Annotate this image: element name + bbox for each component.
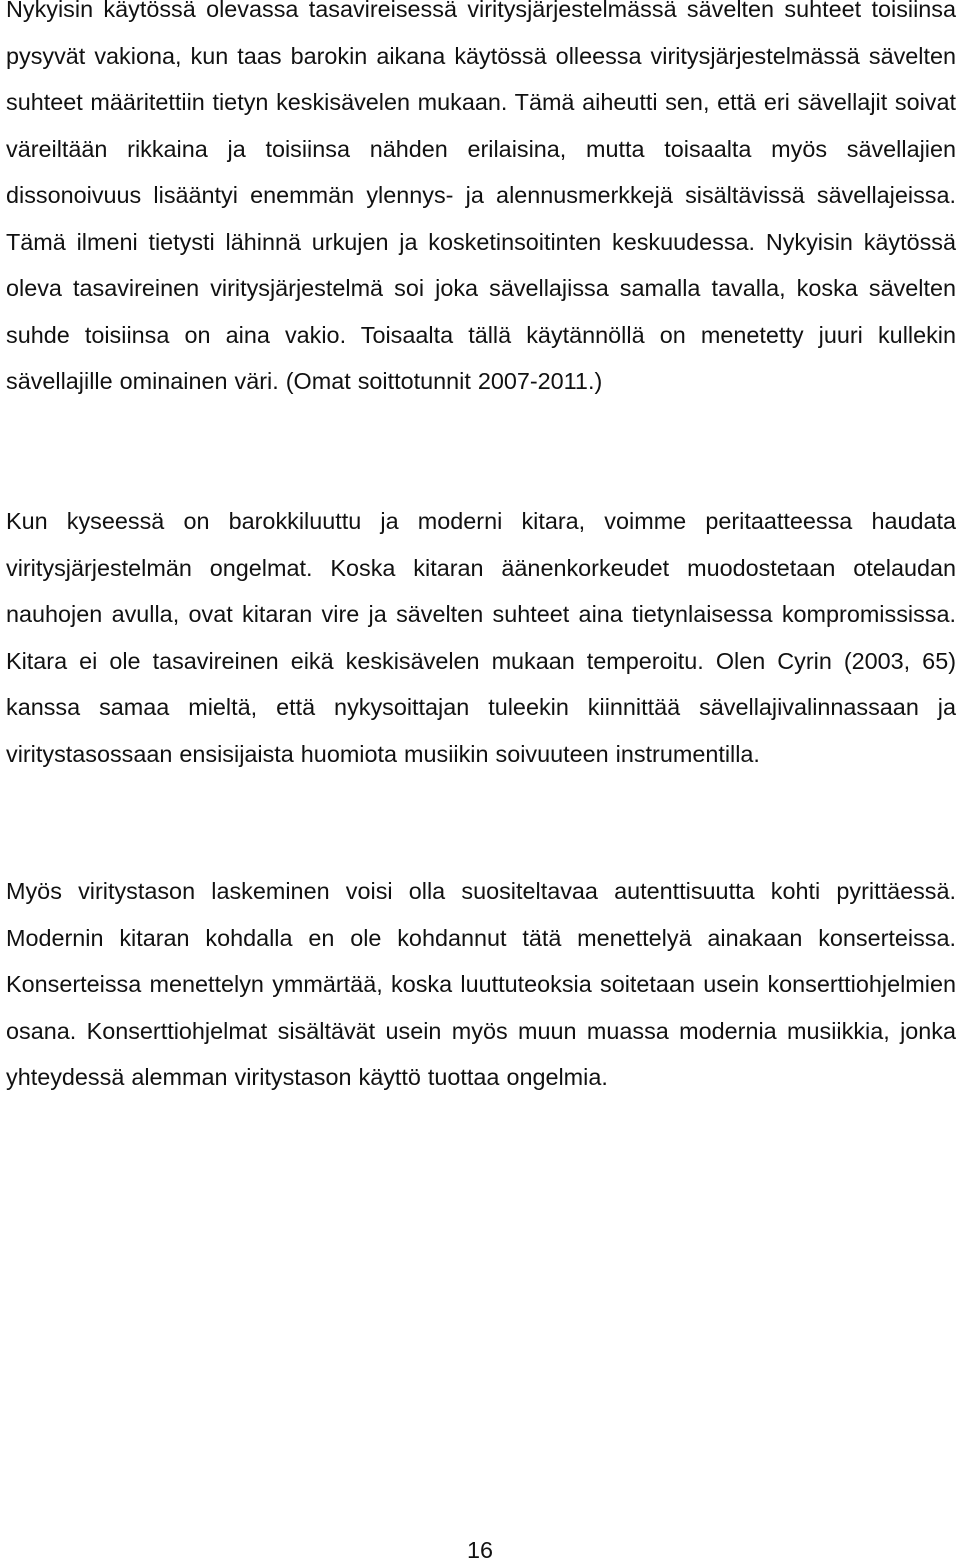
page-number: 16 — [466, 1537, 494, 1563]
body-paragraph: Myös viritystason laskeminen voisi olla suositeltavaa autenttisuutta kohti pyrittäessä. Modernin kitaran kohdalla en ole kohdannut tätä menettelyä ainakaan konserteissa. Konserteissa menettelyn ymmärtää, koska luuttuteoksia soitetaan usein konserttiohjelmien osana. Konserttiohjelmat sisältävät usein myös muun muassa modernia musiikkia, jonka yhteydessä alemman viritystason käyttö tuottaa ongelmia. — [6, 878, 956, 1090]
body-paragraph: Nykyisin käytössä olevassa tasavireisessä viritysjärjestelmässä sävelten suhteet toisiinsa pysyvät vakiona, kun taas barokin aikana käytössä olleessa viritysjärjestelmässä sävelten suhteet määritettiin tietyn keskisävelen mukaan. Tämä aiheutti sen, että eri sävellajit soivat väreiltään rikkaina ja toisiinsa nähden erilaisina, mutta toisaalta myös sävellajien dissonoivuus lisääntyi enemmän ylennys- ja alennusmerkkejä sisältävissä sävellajeissa. Tämä ilmeni tietysti lähinnä urkujen ja kosketinsoitinten keskuudessa. Nykyisin käytössä oleva tasavireinen viritysjärjestelmä soi joka sävellajissa samalla tavalla, koska sävelten suhde toisiinsa on aina vakio. Toisaalta tällä käytännöllä on menetetty juuri kullekin sävellajille ominainen väri. (Omat soittotunnit 2007-2011.) — [6, 0, 956, 394]
body-paragraph: Kun kyseessä on barokkiluuttu ja moderni kitara, voimme peritaatteessa haudata viritysjärjestelmän ongelmat. Koska kitaran äänenkorkeudet muodostetaan otelaudan nauhojen avulla, ovat kitaran vire ja sävelten suhteet aina tietynlaisessa kompromississa. Kitara ei ole tasavireinen eikä keskisävelen mukaan temperoitu. Olen Cyrin (2003, 65) kanssa samaa mieltä, että nykysoittajan tuleekin kiinnittää sävellajivalinnassaan ja viritystasossaan ensisijaista huomiota musiikin soivuuteen instrumentilla. — [6, 508, 956, 767]
